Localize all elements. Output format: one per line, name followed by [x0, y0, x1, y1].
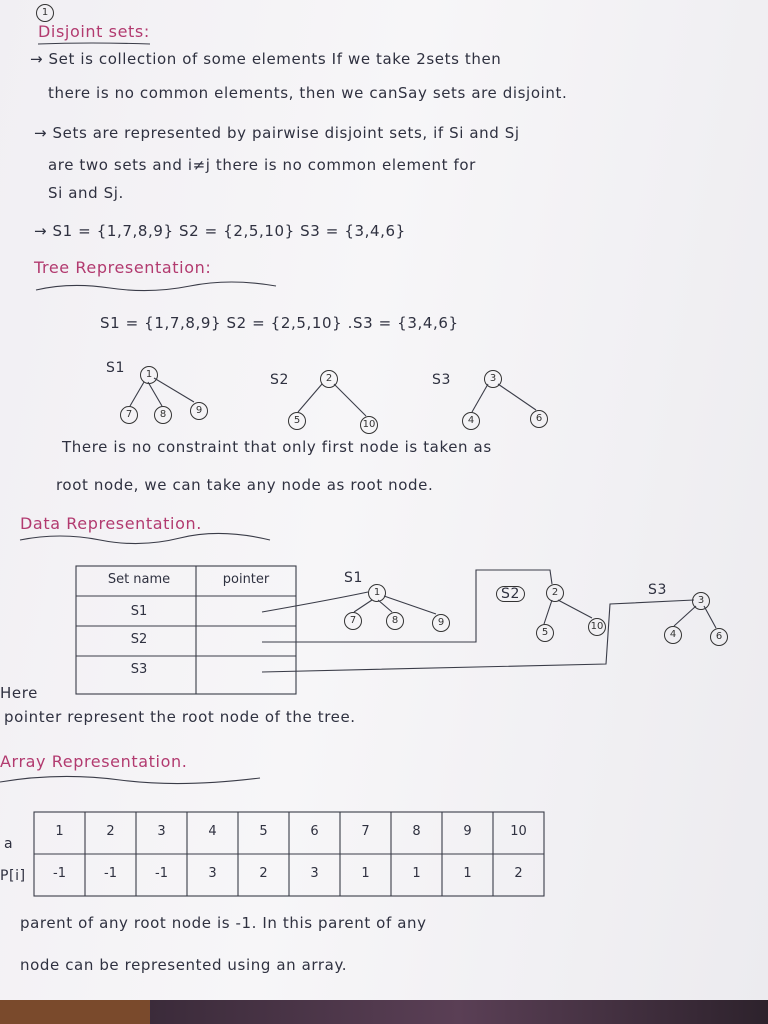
data-tree-s1-root-node: 1	[368, 584, 386, 602]
pointer-arrow-s3	[262, 600, 694, 672]
table-row-set-name: S2	[130, 632, 148, 647]
tree-s3-label: S3	[432, 372, 451, 388]
array-row-label-a: a	[4, 836, 14, 852]
data-tree-s2-root-node: 2	[546, 584, 564, 602]
array-index-cell: 5	[259, 824, 268, 839]
tree-s1-node: 9	[190, 402, 208, 420]
array-index-cell: 6	[310, 824, 319, 839]
data-tree-s1-node: 9	[432, 614, 450, 632]
tree-s1-node: 7	[120, 406, 138, 424]
sets-line: → S1 = {1,7,8,9} S2 = {2,5,10} S3 = {3,4,6}	[34, 222, 406, 240]
note-line-2: root node, we can take any node as root node.	[56, 476, 434, 494]
table-header-pointer: pointer	[222, 572, 270, 587]
tree-s2-node: 10	[360, 416, 378, 434]
data-tree-s3-node: 4	[664, 626, 682, 644]
table-header-set-name: Set name	[107, 572, 171, 587]
array-parent-cell: 2	[514, 866, 523, 881]
array-index-cell: 9	[463, 824, 472, 839]
array-index-cell: 8	[412, 824, 421, 839]
data-heading-underline	[20, 533, 270, 543]
tree-s2-label: S2	[270, 372, 289, 388]
data-heading: Data Representation.	[20, 514, 202, 533]
tree-s2-root-node: 2	[320, 370, 338, 388]
tree-s3-root-node: 3	[484, 370, 502, 388]
data-tree-s3-root-node: 3	[692, 592, 710, 610]
array-parent-cell: 2	[259, 866, 268, 881]
note-line-1: There is no constraint that only first node is taken as	[62, 438, 492, 456]
data-tree-s3-node: 6	[710, 628, 728, 646]
pointer-arrow-s1	[262, 592, 368, 612]
table-row-set-name: S1	[130, 604, 148, 619]
intro-line-1: → Set is collection of some elements If we take 2sets then	[30, 50, 502, 68]
array-index-cell: 2	[106, 824, 115, 839]
pointer-arrow-s2	[262, 570, 552, 642]
array-parent-cell: 1	[361, 866, 370, 881]
tree-s2-node: 5	[288, 412, 306, 430]
array-index-cell: 10	[510, 824, 527, 839]
data-tree-s2-node: 10	[588, 618, 606, 636]
definition-line-2: are two sets and i≠j there is no common element for	[48, 156, 476, 174]
page-number: 1	[36, 4, 54, 22]
data-tree-s1-node: 7	[344, 612, 362, 630]
tree-s1-label: S1	[106, 360, 125, 376]
definition-line-3: Si and Sj.	[48, 184, 124, 202]
definition-line-1: → Sets are represented by pairwise disjoint sets, if Si and Sj	[34, 124, 520, 142]
closing-line-2: node can be represented using an array.	[20, 956, 348, 974]
array-index-cell: 4	[208, 824, 217, 839]
tree-s1-node: 8	[154, 406, 172, 424]
array-parent-cell: 3	[310, 866, 319, 881]
data-tree-s2-node: 5	[536, 624, 554, 642]
data-tree-s1-node: 8	[386, 612, 404, 630]
data-tree-s2-label: S2	[496, 586, 525, 602]
tree-heading-underline	[36, 282, 276, 291]
title: Disjoint sets:	[38, 22, 150, 41]
tree-s3-node: 4	[462, 412, 480, 430]
pointer-note: pointer represent the root node of the tree.	[4, 708, 356, 726]
array-parent-cell: 1	[463, 866, 472, 881]
tree-sets-line: S1 = {1,7,8,9} S2 = {2,5,10} .S3 = {3,4,6}	[100, 314, 459, 332]
data-tree-s1-label: S1	[344, 570, 363, 586]
array-parent-cell: 1	[412, 866, 421, 881]
array-parent-cell: -1	[53, 866, 66, 881]
array-index-cell: 7	[361, 824, 370, 839]
here-label: Here	[0, 684, 38, 702]
desk-edge	[150, 1000, 768, 1024]
array-heading: Array Representation.	[0, 752, 188, 771]
title-underline	[38, 43, 150, 44]
table-row-set-name: S3	[130, 662, 148, 677]
array-parent-cell: 3	[208, 866, 217, 881]
array-heading-underline	[0, 776, 260, 783]
array-index-cell: 3	[157, 824, 166, 839]
tree-s1-root-node: 1	[140, 366, 158, 384]
data-table-outline	[76, 566, 296, 694]
array-index-cell: 1	[55, 824, 64, 839]
array-parent-cell: -1	[104, 866, 117, 881]
tree-s3-node: 6	[530, 410, 548, 428]
array-parent-cell: -1	[155, 866, 168, 881]
data-tree-s3-label: S3	[648, 582, 667, 598]
array-row-label-parent: P[i]	[0, 868, 26, 884]
tree-heading: Tree Representation:	[34, 258, 212, 277]
closing-line-1: parent of any root node is -1. In this parent of any	[20, 914, 427, 932]
intro-line-2: there is no common elements, then we canSay sets are disjoint.	[48, 84, 568, 102]
